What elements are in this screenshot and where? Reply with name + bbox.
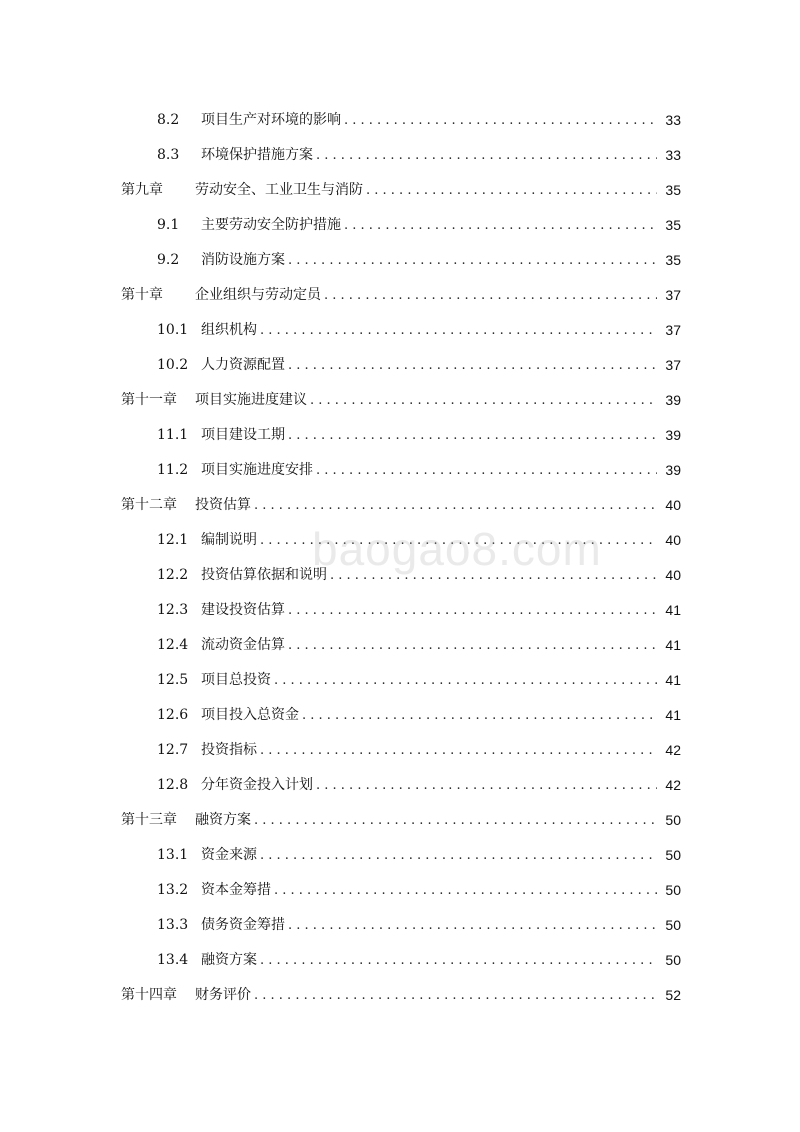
toc-entry-title: 消防设施方案: [201, 252, 285, 268]
toc-entry-title: 人力资源配置: [201, 357, 285, 373]
toc-page-number: 41: [665, 637, 681, 653]
toc-page-number: 39: [665, 392, 681, 408]
toc-dot-leader: [260, 838, 657, 873]
toc-dot-leader: [288, 593, 657, 628]
toc-page-number: 35: [665, 182, 681, 198]
toc-entry-number: 第十一章: [121, 392, 177, 408]
toc-page-number: 42: [665, 742, 681, 758]
toc-entry-number: 12.1: [157, 532, 189, 548]
toc-entry-number: 12.6: [157, 707, 189, 723]
toc-chapter-entry[interactable]: [0, 488, 681, 523]
toc-entry-title: 建设投资估算: [201, 602, 285, 618]
toc-dot-leader: [316, 453, 657, 488]
toc-entry-number: 10.1: [157, 322, 189, 338]
toc-section-entry[interactable]: [0, 943, 681, 978]
toc-entry-title: 项目建设工期: [201, 427, 285, 443]
toc-dot-leader: [316, 138, 657, 173]
toc-entry-title: 融资方案: [195, 812, 251, 828]
toc-entry-title: 项目生产对环境的影响: [201, 112, 341, 128]
toc-entry-title: 项目实施进度安排: [201, 462, 313, 478]
watermark: baogao8.com: [312, 523, 602, 575]
toc-section-entry[interactable]: [0, 138, 681, 173]
toc-entry-number: 第九章: [121, 182, 163, 198]
toc-entry-title: 投资估算: [195, 497, 251, 513]
toc-section-entry[interactable]: [0, 628, 681, 663]
toc-page-number: 41: [665, 672, 681, 688]
toc-entry-title: 财务评价: [195, 987, 251, 1003]
toc-entry-title: 资本金筹措: [201, 882, 271, 898]
toc-page-number: 40: [665, 567, 681, 583]
toc-entry-number: 12.2: [157, 567, 189, 583]
toc-section-entry[interactable]: [0, 768, 681, 803]
toc-entry-title: 组织机构: [201, 322, 257, 338]
toc-page-number: 37: [665, 357, 681, 373]
toc-dot-leader: [260, 523, 657, 558]
toc-page-number: 33: [665, 112, 681, 128]
toc-section-entry[interactable]: [0, 243, 681, 278]
toc-entry-number: 13.1: [157, 847, 189, 863]
toc-entry-number: 第十四章: [121, 987, 177, 1003]
toc-dot-leader: [260, 733, 657, 768]
toc-section-entry[interactable]: [0, 523, 681, 558]
toc-entry-number: 11.1: [157, 427, 189, 443]
toc-section-entry[interactable]: [0, 348, 681, 383]
toc-entry-title: 劳动安全、工业卫生与消防: [195, 182, 363, 198]
toc-entry-number: 12.8: [157, 777, 189, 793]
toc-dot-leader: [288, 243, 657, 278]
toc-page-number: 50: [665, 882, 681, 898]
toc-page-number: 37: [665, 322, 681, 338]
toc-page-number: 35: [665, 252, 681, 268]
toc-page-number: 40: [665, 532, 681, 548]
toc-entry-number: 12.4: [157, 637, 189, 653]
toc-page-number: 42: [665, 777, 681, 793]
toc-entry-title: 流动资金估算: [201, 637, 285, 653]
toc-section-entry[interactable]: [0, 313, 681, 348]
toc-page-number: 35: [665, 217, 681, 233]
toc-entry-number: 12.5: [157, 672, 189, 688]
toc-dot-leader: [316, 768, 657, 803]
toc-dot-leader: [344, 208, 657, 243]
toc-entry-title: 投资估算依据和说明: [201, 567, 327, 583]
toc-chapter-entry[interactable]: [0, 383, 681, 418]
toc-section-entry[interactable]: [0, 733, 681, 768]
toc-dot-leader: [254, 488, 657, 523]
toc-chapter-entry[interactable]: [0, 173, 681, 208]
toc-dot-leader: [274, 663, 657, 698]
toc-page-number: 50: [665, 847, 681, 863]
table-of-contents: [0, 103, 800, 1013]
toc-section-entry[interactable]: [0, 698, 681, 733]
toc-page-number: 41: [665, 707, 681, 723]
toc-page-number: 39: [665, 462, 681, 478]
toc-dot-leader: [288, 908, 657, 943]
toc-chapter-entry[interactable]: [0, 803, 681, 838]
toc-entry-number: 12.7: [157, 742, 189, 758]
toc-entry-number: 第十三章: [121, 812, 177, 828]
toc-entry-number: 10.2: [157, 357, 189, 373]
toc-entry-title: 环境保护措施方案: [201, 147, 313, 163]
toc-dot-leader: [260, 313, 657, 348]
toc-entry-title: 融资方案: [201, 952, 257, 968]
toc-entry-number: 13.3: [157, 917, 189, 933]
toc-entry-number: 11.2: [157, 462, 189, 478]
toc-section-entry[interactable]: [0, 908, 681, 943]
toc-dot-leader: [324, 278, 657, 313]
toc-entry-title: 分年资金投入计划: [201, 777, 313, 793]
toc-dot-leader: [254, 803, 657, 838]
toc-page-number: 40: [665, 497, 681, 513]
toc-entry-number: 8.3: [157, 147, 180, 163]
toc-entry-number: 第十二章: [121, 497, 177, 513]
toc-chapter-entry[interactable]: [0, 978, 681, 1013]
toc-page-number: 50: [665, 952, 681, 968]
toc-dot-leader: [288, 348, 657, 383]
toc-entry-number: 12.3: [157, 602, 189, 618]
toc-page-number: 41: [665, 602, 681, 618]
toc-section-entry[interactable]: [0, 838, 681, 873]
toc-section-entry[interactable]: [0, 663, 681, 698]
toc-entry-title: 企业组织与劳动定员: [195, 287, 321, 303]
toc-entry-title: 投资指标: [201, 742, 257, 758]
toc-dot-leader: [302, 698, 657, 733]
toc-section-entry[interactable]: [0, 873, 681, 908]
toc-entry-title: 编制说明: [201, 532, 257, 548]
toc-dot-leader: [344, 103, 657, 138]
toc-dot-leader: [274, 873, 657, 908]
toc-entry-number: 8.2: [157, 112, 180, 128]
toc-section-entry[interactable]: [0, 593, 681, 628]
toc-entry-number: 9.1: [157, 217, 180, 233]
toc-entry-number: 第十章: [121, 287, 163, 303]
toc-entry-title: 主要劳动安全防护措施: [201, 217, 341, 233]
toc-section-entry[interactable]: [0, 453, 681, 488]
toc-entry-number: 13.4: [157, 952, 189, 968]
toc-page-number: 33: [665, 147, 681, 163]
toc-entry-title: 项目实施进度建议: [195, 392, 307, 408]
toc-dot-leader: [310, 383, 657, 418]
toc-page-number: 50: [665, 917, 681, 933]
toc-dot-leader: [254, 978, 657, 1013]
toc-entry-title: 项目总投资: [201, 672, 271, 688]
toc-section-entry[interactable]: [0, 558, 681, 593]
toc-entry-title: 项目投入总资金: [201, 707, 299, 723]
toc-page-number: 50: [665, 812, 681, 828]
toc-entry-title: 债务资金筹措: [201, 917, 285, 933]
toc-chapter-entry[interactable]: [0, 278, 681, 313]
toc-section-entry[interactable]: [0, 208, 681, 243]
toc-entry-number: 13.2: [157, 882, 189, 898]
toc-page-number: 52: [665, 987, 681, 1003]
toc-dot-leader: [288, 628, 657, 663]
toc-dot-leader: [330, 558, 657, 593]
toc-dot-leader: [260, 943, 657, 978]
toc-entry-title: 资金来源: [201, 847, 257, 863]
toc-entry-number: 9.2: [157, 252, 180, 268]
toc-page-number: 37: [665, 287, 681, 303]
toc-dot-leader: [366, 173, 657, 208]
toc-section-entry[interactable]: [0, 103, 681, 138]
toc-dot-leader: [288, 418, 657, 453]
toc-section-entry[interactable]: [0, 418, 681, 453]
toc-page-number: 39: [665, 427, 681, 443]
